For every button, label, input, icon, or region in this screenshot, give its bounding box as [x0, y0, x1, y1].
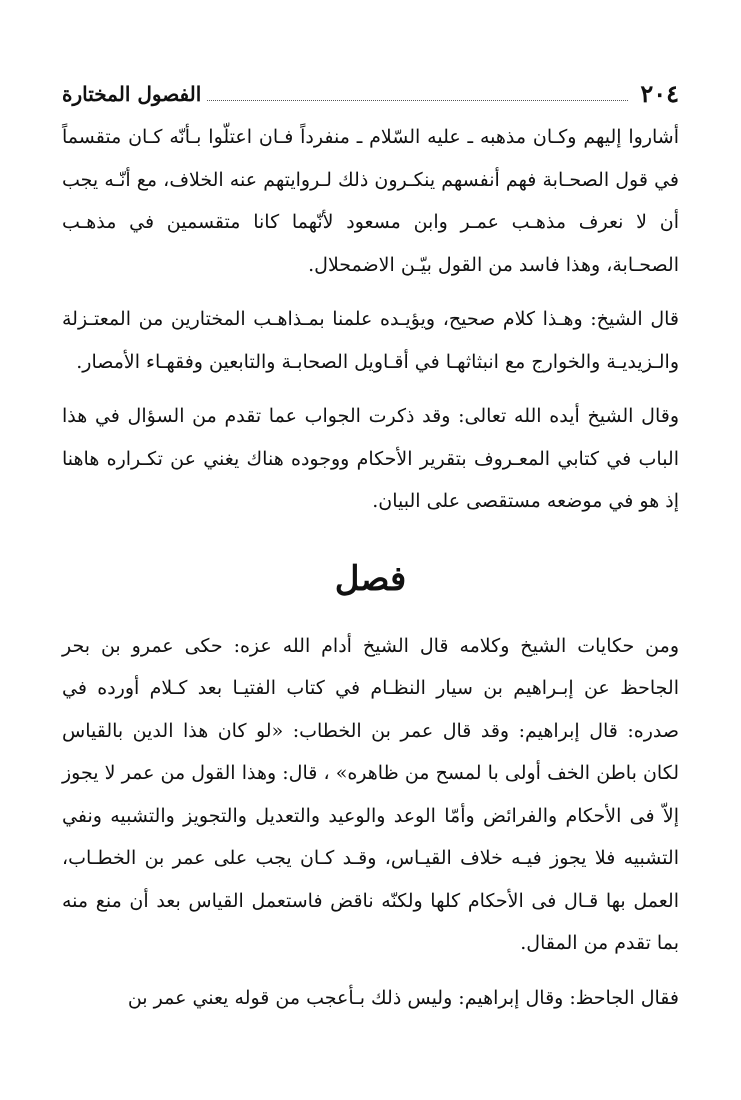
- running-header: [62, 74, 679, 108]
- section-heading: فصل: [334, 558, 407, 599]
- paragraph-1: أشاروا إليهم وكـان مذهبه ـ عليه السّلام ـ منفرداً فـان اعتلّوا بـأنّه كـان متقسماً في قول الصحـابة فهم أنفسهم ينكـرون ذلك لـروايتهم عنه الخلاف، مع أنّـه يجب أن لا نعرف مذهـب عمـر وابن مسعود لأنّهما كانا متقسمين في مذهـب الصحـابة، وهذا فاسد من القول بيّـن الاضمحلال.: [62, 126, 679, 276]
- book-title: الفصول المختارة: [62, 82, 202, 106]
- page-number: ٢٠٤: [640, 79, 679, 108]
- paragraph-4: ومن حكايات الشيخ وكلامه قال الشيخ أدام الله عزه: حكى عمرو بن بحر الجاحظ عن إبـراهيم بن سيار النظـام في كتاب الفتيـا بعد كـلام أورده في صدره: قال إبراهيم: وقد قال عمر بن الخطاب: «لو كان هذا الدين بالقياس لكان باطن الخف أولى با لمسح من ظاهره» ، قال: وهذا القول من عمر لا يجوز إلاّ فى الأحكام والفرائض وأمّا الوعد والوعيد والتعديل والتجويز والتشبيه ونفي التشبيه فلا يجوز فيـه خلاف القيـاس، وقـد كـان يجب على عمر بن الخطـاب، العمل بها قـال فى الأحكام كلها ولكنّه ناقض فاستعمل القياس بعد أن منع منه بما تقدم من المقال.: [62, 634, 679, 954]
- body-text: [62, 116, 679, 1019]
- header-dotted-leader: [207, 100, 628, 101]
- paragraph-5: فقال الجاحظ: وقال إبراهيم: وليس ذلك بـأعجب من قوله يعني عمر بن: [127, 986, 679, 1009]
- paragraph-3: وقال الشيخ أيده الله تعالى: وقد ذكرت الجواب عما تقدم من السؤال في هذا الباب في كتابي المعـروف بتقرير الأحكام ووجوده هناك يغني عن تكـراره هاهنا إذ هو في موضعه مستقصى على البيان.: [62, 405, 679, 512]
- paragraph-2: قال الشيخ: وهـذا كلام صحيح، ويؤيـده علمنا بمـذاهـب المختارين من المعتـزلة والـزيديـة والخوارج مع انبثاثهـا في أقـاويل الصحابـة والتابعين وفقهـاء الأمصار.: [62, 308, 679, 373]
